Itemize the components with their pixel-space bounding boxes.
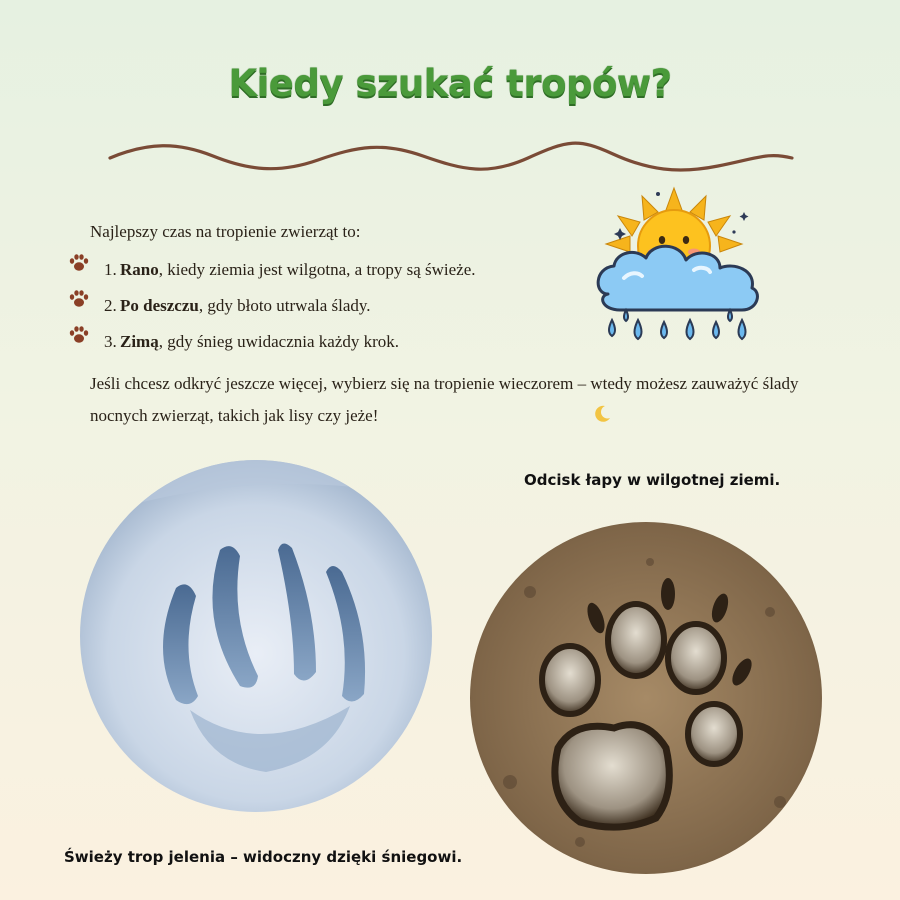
item-number: 2. <box>104 296 117 315</box>
item-keyword: Po deszczu <box>120 296 199 315</box>
item-description: , kiedy ziemia jest wilgotna, a tropy są świeże. <box>158 260 476 279</box>
list-item <box>68 294 476 330</box>
list-item <box>68 330 476 366</box>
item-number: 1. <box>104 260 117 279</box>
paw-print-icon <box>68 324 90 346</box>
sun-cloud-rain-icon <box>594 186 768 350</box>
mud-photo-caption: Odcisk łapy w wilgotnej ziemi. <box>524 471 781 489</box>
mud-paw-print-photo <box>470 522 822 874</box>
page-title: Kiedy szukać tropów? <box>228 62 672 105</box>
item-description: , gdy śnieg uwidacznia każdy krok. <box>158 332 400 351</box>
item-description: , gdy błoto utrwala ślady. <box>198 296 371 315</box>
list-item <box>68 258 476 294</box>
paw-print-icon <box>68 252 90 274</box>
evening-tip-paragraph: Jeśli chcesz odkryć jeszcze więcej, wybierz się na tropienie wieczorem – wtedy możesz zauważyć ślady nocnych zwierząt, takich jak lisy czy jeże! <box>90 374 799 425</box>
item-keyword: Zimą <box>120 332 159 351</box>
tracking-times-list <box>68 258 476 366</box>
wavy-divider <box>108 136 794 182</box>
snow-deer-track-photo <box>80 460 432 812</box>
item-number: 3. <box>104 332 117 351</box>
paw-print-icon <box>68 288 90 310</box>
intro-text: Najlepszy czas na tropienie zwierząt to: <box>90 222 361 241</box>
snow-photo-caption: Świeży trop jelenia – widoczny dzięki śniegowi. <box>64 848 463 866</box>
crescent-moon-icon <box>592 404 612 424</box>
item-keyword: Rano <box>120 260 159 279</box>
